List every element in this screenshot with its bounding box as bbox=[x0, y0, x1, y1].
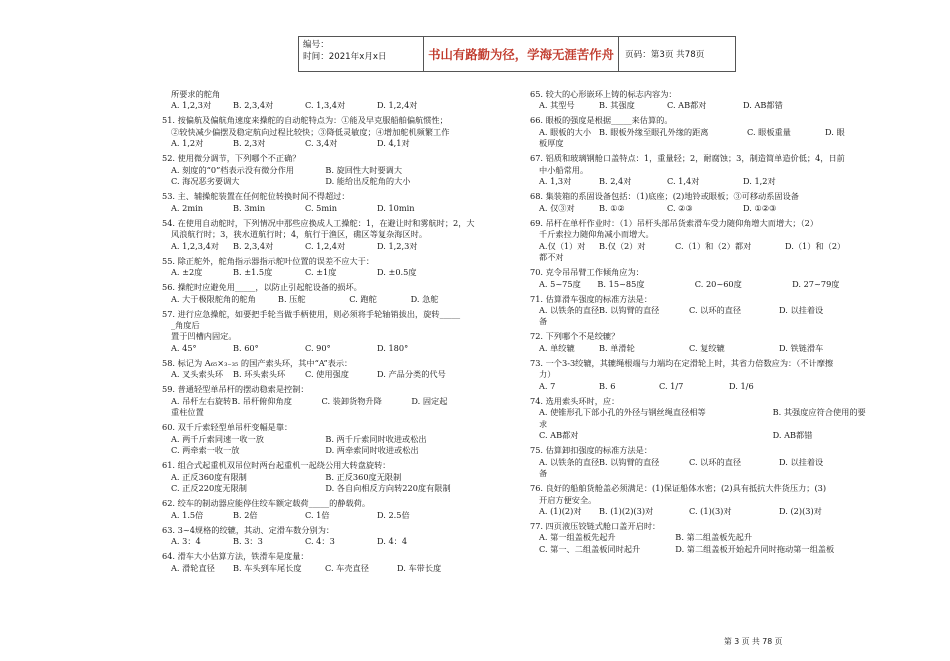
option-text: D. 两牵索同时收进或松出 bbox=[325, 445, 419, 456]
header-page: 页码：第3页 共78页 bbox=[625, 50, 705, 60]
option-text: D. 10min bbox=[377, 202, 415, 213]
right-column bbox=[530, 89, 870, 555]
option-text: A. 仅③对 bbox=[539, 202, 575, 213]
option-text: D. 180° bbox=[377, 342, 409, 353]
option-text: B. 以钩臂的直径 bbox=[599, 305, 660, 315]
question-continuation: 开启方便安全。 bbox=[539, 494, 597, 505]
option-text: D. 各自向相反方向转220度有限制 bbox=[325, 483, 451, 494]
question-text: 59. 普通轻型单吊杆的摆动稳索是控制： bbox=[162, 384, 309, 395]
option-text: D. 眼 bbox=[825, 126, 845, 137]
question-continuation: 板厚度 bbox=[539, 138, 564, 149]
option-text: C. 第一、二组盖板同时起升 bbox=[539, 543, 641, 554]
option-text: D. 急舵 bbox=[410, 293, 439, 304]
option-row bbox=[162, 176, 470, 187]
option-text: C. 以环的直径 bbox=[689, 305, 742, 315]
option-text: C. 装卸货物升降 bbox=[321, 395, 382, 406]
option-text: C. 1/7 bbox=[659, 380, 684, 391]
question-text: 71. 估算滑车强度的标准方法是： bbox=[530, 293, 653, 304]
option-text: B. 两千斤索同时收进或松出 bbox=[325, 433, 427, 444]
option-text: D. 1,2对 bbox=[743, 176, 776, 187]
option-text: C. 海况恶劣要调大 bbox=[171, 176, 240, 187]
question-text: 70. 克令吊吊臂工作倾角应为： bbox=[530, 267, 644, 278]
header-meta bbox=[299, 37, 424, 71]
option-text: D. 第二组盖板开始起升同时拖动第一组盖板 bbox=[675, 543, 835, 554]
option-text: D. ①②③ bbox=[743, 202, 777, 213]
option-text: C. (1)(3)对 bbox=[689, 505, 732, 516]
option-text: B. 3：3 bbox=[233, 536, 263, 547]
question-continuation: 力） bbox=[539, 369, 556, 380]
option-text: A. 以铁条的直径 bbox=[539, 305, 600, 315]
question-text: 67. 铝质和玻璃钢舱口盖特点：1，重量轻；2，耐腐蚀；3，制造简单造价低；4，日前 bbox=[530, 153, 845, 164]
option-text: D. 以挂着设 bbox=[779, 305, 824, 315]
option-text: D. 以挂着设 bbox=[779, 456, 824, 467]
page-header bbox=[298, 36, 736, 72]
option-text: C. 1,4对 bbox=[667, 176, 700, 187]
option-text: C. 4：3 bbox=[305, 536, 335, 547]
option-text: C. AB都对 bbox=[667, 100, 707, 111]
header-number: 编号： bbox=[303, 40, 329, 50]
option-row bbox=[530, 506, 870, 517]
option-row bbox=[530, 127, 870, 138]
question-continuation: ②较快减少偏摆及稳定航向过程比较快；③降低灵敏度；④增加舵机频繁工作 bbox=[171, 126, 450, 137]
option-text: D. 能给出反舵角的大小 bbox=[325, 176, 411, 187]
option-text: B. 其强度应符合使用的要 bbox=[772, 407, 866, 418]
option-row bbox=[530, 203, 870, 214]
option-text: A. 1,2,3对 bbox=[171, 100, 212, 111]
option-row bbox=[530, 532, 870, 543]
option-text: A. (1)(2)对 bbox=[539, 505, 582, 516]
question-continuation: 求 bbox=[539, 418, 548, 429]
option-text: C. 跑舵 bbox=[349, 293, 377, 304]
option-text: C. 正反220度无限制 bbox=[171, 483, 247, 494]
option-text: C. 以环的直径 bbox=[689, 456, 742, 467]
option-row bbox=[162, 445, 470, 456]
option-text: A. 1.5倍 bbox=[171, 509, 204, 520]
option-text: B. 正反360度无限制 bbox=[325, 471, 402, 482]
option-text: A. 第一组盖板先起升 bbox=[539, 532, 616, 543]
option-text: B. 旋回性大时要调大 bbox=[325, 164, 403, 175]
option-text: B. 2,3,4对 bbox=[233, 100, 274, 111]
option-text: C. ±1度 bbox=[305, 267, 337, 278]
option-text: A. 大于极限舵角的舵角 bbox=[171, 293, 256, 304]
option-text: B. 以钩臂的直径 bbox=[599, 456, 660, 467]
option-row bbox=[162, 434, 470, 445]
option-row bbox=[162, 100, 470, 111]
option-text: A. 单绞辘 bbox=[539, 342, 575, 353]
question-text: 60. 双千斤索轻型单吊杆变幅是靠： bbox=[162, 422, 293, 433]
option-text: C. 1,2,4对 bbox=[305, 240, 346, 251]
option-row bbox=[530, 457, 870, 468]
option-row bbox=[162, 294, 470, 305]
question-text: 64. 滑车大小估算方法，铁滑车是度量： bbox=[162, 551, 309, 562]
option-text: D. 1/6 bbox=[729, 380, 754, 391]
page-footer: 第 3 页 共 78 页 bbox=[724, 637, 783, 646]
question-text: 52. 使用微分调节，下列哪个不正确？ bbox=[162, 153, 301, 164]
option-text: B. 60° bbox=[233, 342, 259, 353]
option-text: B. 15~85度 bbox=[597, 278, 645, 289]
question-continuation: 重柱位置 bbox=[171, 407, 204, 418]
option-text: B. 2,3,4对 bbox=[233, 240, 274, 251]
question-text: 53. 主、辅操舵装置在任何舵位转换时间不得超过： bbox=[162, 191, 350, 202]
question-continuation: 备 bbox=[539, 468, 548, 479]
option-row bbox=[162, 267, 470, 278]
option-text: B.仅（2）对 bbox=[599, 240, 646, 251]
option-row bbox=[530, 176, 870, 187]
option-text: A. 正反360度有限制 bbox=[171, 471, 247, 482]
option-text: D. 车带长度 bbox=[397, 562, 442, 573]
question-text: 56. 操舵时应避免用_____，以防止引起舵设备的损坏。 bbox=[162, 282, 362, 293]
option-text: B. 6 bbox=[599, 380, 616, 391]
option-text: C. 5min bbox=[305, 202, 338, 213]
option-text: B. 第二组盖板先起升 bbox=[675, 532, 753, 543]
option-text: B. 2倍 bbox=[233, 509, 258, 520]
option-text: A. 其型号 bbox=[539, 100, 575, 111]
option-text: C. 使用强度 bbox=[305, 369, 349, 380]
question-text: 61. 组合式起重机双吊位时两台起重机一起绕公用大转盘旋转： bbox=[162, 460, 391, 471]
option-row bbox=[162, 138, 470, 149]
option-text: D. 4,1对 bbox=[377, 138, 410, 149]
option-text: C. 眼板重量 bbox=[747, 126, 791, 137]
option-text: C. 1,3,4对 bbox=[305, 100, 346, 111]
question-text: 76. 良好的船舶货舱盖必须满足：(1)保证船体水密；(2)具有抵抗大件货压力；(3) bbox=[530, 483, 827, 494]
option-row bbox=[162, 165, 470, 176]
question-text: 74. 选用索头环时，应： bbox=[530, 395, 620, 406]
option-text: C. 车壳直径 bbox=[325, 562, 369, 573]
question-text: 62. 绞车的制动器应能停住绞车额定载荷_____的静载荷。 bbox=[162, 498, 371, 509]
question-continuation: 千斤索拉力随仰角减小而增大。 bbox=[539, 229, 654, 240]
option-text: B. 眼板外缘至眼孔外缘的距离 bbox=[599, 126, 709, 137]
question-text: 72. 下列哪个不是绞辘？ bbox=[530, 331, 620, 342]
option-row bbox=[530, 343, 870, 354]
option-row bbox=[162, 563, 470, 574]
question-text: 65. 较大的心形嵌环上铸的标志内容为： bbox=[530, 89, 677, 99]
option-text: A. 3：4 bbox=[171, 536, 201, 547]
option-row bbox=[530, 430, 870, 441]
option-text: A.仅（1）对 bbox=[539, 240, 586, 251]
option-row bbox=[530, 279, 870, 290]
question-text: 68. 集装箱的系固设备包括：（1)底座；(2)地铃或眼板；③可移动系固设备 bbox=[530, 191, 799, 202]
option-text: B. 3min bbox=[233, 202, 266, 213]
option-text: B. 2,3对 bbox=[233, 138, 266, 149]
question-continuation: 备 bbox=[539, 316, 548, 327]
option-text: B. ①② bbox=[599, 202, 625, 213]
option-text: D. AB都错 bbox=[743, 100, 783, 111]
option-text: B. ±1.5度 bbox=[233, 267, 273, 278]
option-text: B. 环头索头环 bbox=[233, 369, 286, 380]
option-text: A. 2min bbox=[171, 202, 203, 213]
option-row bbox=[162, 472, 470, 483]
question-continuation: _角度后 bbox=[171, 320, 200, 331]
option-text: A. 45° bbox=[171, 342, 197, 353]
option-text: D. 产品分类的代号 bbox=[377, 369, 446, 380]
option-text: C. 90° bbox=[305, 342, 331, 353]
option-text: B. 车头到车尾长度 bbox=[233, 562, 302, 573]
option-text: A. 以铁条的直径 bbox=[539, 456, 600, 467]
question-text: 77. 四页液压铰链式舱口盖开启时： bbox=[530, 521, 661, 531]
question-text: 66. 眼板的强度是根据_____来估算的。 bbox=[530, 115, 673, 126]
question-continuation: 都不对 bbox=[539, 252, 564, 263]
option-text: B. 吊杆俯仰角度 bbox=[231, 395, 292, 406]
option-text: D. 1,2,4对 bbox=[377, 100, 418, 111]
header-motto: 书山有路勤为径，学海无涯苦作舟 bbox=[424, 37, 619, 71]
question-text: 73. 一个3-3绞辘，其辘绳根端与力端均在定滑轮上时，其省力倍数应为：（不计摩擦 bbox=[530, 357, 834, 368]
option-text: A. 刻度的“0”档表示没有微分作用 bbox=[171, 164, 294, 175]
option-row bbox=[162, 369, 470, 380]
option-text: B. (1)(2)(3)对 bbox=[599, 505, 654, 516]
option-text: A. 1,3对 bbox=[539, 176, 572, 187]
option-row bbox=[162, 510, 470, 521]
option-text: B. 压舵 bbox=[277, 293, 306, 304]
option-text: A. 7 bbox=[539, 380, 556, 391]
question-continuation: 风浪航行时；3，狭水道航行时；4，航行于渔区，礁区等复杂海区时。 bbox=[171, 229, 428, 240]
left-column bbox=[162, 89, 475, 574]
option-row bbox=[162, 343, 470, 354]
option-row bbox=[530, 100, 870, 111]
option-text: D. 2.5倍 bbox=[377, 509, 410, 520]
option-text: C. 两牵索一收一放 bbox=[171, 445, 240, 456]
question-text: 55. 除正舵外，舵角指示器指示舵叶位置的误差不应大于： bbox=[162, 255, 375, 266]
option-text: B. 2,4对 bbox=[599, 176, 632, 187]
option-text: C. ②③ bbox=[667, 202, 693, 213]
question-text: 75. 估算卸扣强度的标准方法是： bbox=[530, 445, 653, 456]
option-row bbox=[530, 381, 870, 392]
option-text: D. 4：4 bbox=[377, 536, 408, 547]
option-row bbox=[162, 536, 470, 547]
option-text: A. 两千斤索同速一收一放 bbox=[171, 433, 264, 444]
option-text: D.（1）和（2） bbox=[785, 240, 846, 251]
option-row bbox=[530, 305, 870, 316]
option-text: D. 固定起 bbox=[411, 395, 448, 406]
option-row bbox=[162, 483, 470, 494]
option-text: A. 吊杆左右旋转 bbox=[171, 395, 232, 406]
option-row bbox=[162, 203, 470, 214]
question-text: 51. 按偏航及偏航角速度来操舵的自动舵特点为：①能及早克服船舶偏航惯性； bbox=[162, 115, 448, 126]
option-text: A. ±2度 bbox=[171, 267, 203, 278]
option-row bbox=[530, 544, 870, 555]
question-text: 69. 吊杆在单杆作业时：（1）吊杆头部吊货索滑车受力随仰角增大而增大；（2） bbox=[530, 217, 819, 228]
question-continuation: 中小船常用。 bbox=[539, 164, 589, 175]
option-text: B. 单滑轮 bbox=[599, 342, 635, 353]
option-text: C. 20~60度 bbox=[694, 278, 742, 289]
option-text: C. AB都对 bbox=[539, 430, 579, 441]
header-time: 时间：2021年x月x日 bbox=[303, 52, 387, 62]
question-text: 63. 3~4规格的绞辘，其动、定滑车数分别为： bbox=[162, 524, 335, 535]
option-row bbox=[162, 241, 470, 252]
option-row bbox=[530, 241, 870, 252]
option-text: D. 27~79度 bbox=[792, 278, 840, 289]
option-text: A. 5~75度 bbox=[539, 278, 581, 289]
option-text: A. 叉头索头环 bbox=[171, 369, 224, 380]
option-text: D. 铁链滑车 bbox=[779, 342, 824, 353]
question-continuation: 所要求的舵角 bbox=[171, 89, 221, 99]
option-text: B. 其强度 bbox=[599, 100, 635, 111]
option-text: C. 3,4对 bbox=[305, 138, 338, 149]
option-text: C. 复绞辘 bbox=[689, 342, 725, 353]
option-text: D. AB都错 bbox=[772, 430, 813, 441]
option-text: A. 1,2对 bbox=[171, 138, 204, 149]
option-text: A. 使锥形孔下部小孔的外径与钢丝绳直径相等 bbox=[539, 407, 706, 418]
question-continuation: 置于凹槽内固定。 bbox=[171, 331, 237, 342]
option-text: D. ±0.5度 bbox=[377, 267, 417, 278]
question-text: 57. 进行应急操舵，如要把手轮当做手柄使用，则必须将手轮轴销拔出，旋转_____ bbox=[162, 308, 461, 319]
option-row bbox=[162, 396, 470, 407]
option-text: A. 眼板的大小 bbox=[539, 126, 592, 137]
question-text: 58. 标记为 A₆₅×₃₋₃₅ 的国产索头环，其中“A”表示： bbox=[162, 357, 353, 368]
option-text: A. 滑轮直径 bbox=[171, 562, 215, 573]
option-text: D. 1,2,3对 bbox=[377, 240, 418, 251]
option-text: D. (2)(3)对 bbox=[779, 505, 822, 516]
question-text: 54. 在使用自动舵时，下列情况中那些应换成人工操舵：1，在避让时和雾航时；2，大 bbox=[162, 217, 475, 228]
option-text: C. 1倍 bbox=[305, 509, 330, 520]
option-text: A. 1,2,3,4对 bbox=[171, 240, 219, 251]
option-text: C.（1）和（2）都对 bbox=[675, 240, 752, 251]
option-row bbox=[530, 407, 870, 418]
